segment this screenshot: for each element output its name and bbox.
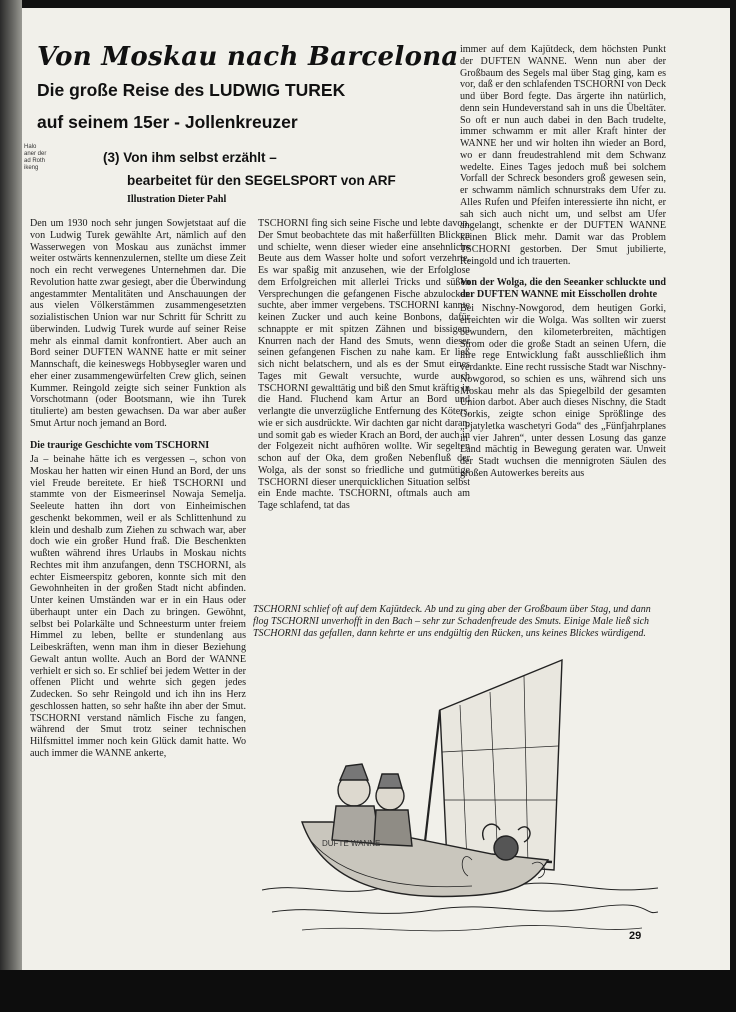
article-subtitle-line1: Die große Reise des LUDWIG TUREK [37, 80, 346, 100]
text-column-1 [30, 218, 246, 760]
paragraph: Ja – beinahe hätte ich es vergessen –, schon von Moskau her hatten wir einen Hund an Bord, der uns viel Freude bereitete. Er hieß TSCHORNI und stammte von der Eismeerinsel Nowaja Semelja. Seeleute hatten ihn dort von Einheimischen geschenkt bekommen, weil er als Schlittenhund zu klein und deshalb zum Ziehen zu schwach war, aber doch wie ein großer Hund fraß. Die Beschenkten wußten während ihres Urlaubs in Moskau nichts Rechtes mit ihm anzufangen, denn TSCHORNI, als echter Eismeerspitz geboren, konnte sich mit den Gewohnheiten in der großen Stadt nicht abfinden. Unter keinen Umständen war er in ein Haus oder überhaupt unter ein Dach zu bringen. Gewöhnt, selbst bei Polarkälte und Schneesturm unter freiem Himmel zu leben, bellte er stundenlang aus Leibeskräften, wenn man ihm in dieser Beziehung Gewalt antun wollte. Auch an Bord der WANNE verhielt er sich so. Er schlief bei jedem Wetter in der offenen Plicht und wehrte sich gegen jedes Zudecken. So sehr Reingold und ich ihn ins Herz geschlossen hatten, so sehr haßte ihn aber der Smut. TSCHORNI verstand nämlich Fische zu fangen, während der Smut trotz seiner technischen Hilfsmittel immer noch kein Glück damit hatte. Wo auch immer die WANNE ankerte, [30, 454, 246, 759]
scan-bottom-margin [0, 970, 736, 1012]
illustration-credit: Illustration Dieter Pahl [127, 194, 227, 205]
edited-line: bearbeitet für den SEGELSPORT von ARF [127, 173, 396, 188]
part-line: (3) Von ihm selbst erzählt – [103, 150, 277, 165]
text-column-3 [460, 44, 666, 480]
page-number: 29 [629, 930, 642, 942]
section-heading: Die traurige Geschichte vom TSCHORNI [30, 439, 210, 451]
sailboat-illustration [262, 650, 658, 938]
paragraph: immer auf dem Kajütdeck, dem höchsten Punkt der DUFTEN WANNE. Wenn nun aber der Großbaum des Segels mal über Stag ging, kam es vor, daß er den schlafenden TSCHORNI von Deck und über Bord fegte. Das ärgerte ihn natürlich, denn sein Hundeverstand sah in uns die Übeltäter. So oft er nun auch dabei in den Bach trudelte, immer schwamm er mit aller Kraft hinter der WANNE her und wir holten ihn wieder an Bord, wo er dann freudestrahlend mit dem Schwanz wedelte. Eines Tages jedoch muß bei solchem Vorfall der Schreck besonders groß gewesen sein, er schwamm nämlich schnurstraks dem Ufer zu. Alles Rufen und Pfeifen interessierte ihn nicht, er sah sich auch nicht um, und selbst am Ufer angelangt, schenkte er der DUFTEN WANNE keinen Blick mehr. Damit war das Problem TSCHORNI gestorben. Der Smut jubilierte, Reingold und ich trauerten. [460, 44, 666, 267]
paragraph: TSCHORNI fing sich seine Fische und lebte davon. Der Smut beobachtete das mit haßerfüllten Blicken und schielte, wenn dieser wieder eine ansehnliche Beute aus dem Wasser holte und sofort verzehrte. Es war spaßig mit anzusehen, wie der Erfolglose dem Erfolgreichen mit allerlei Tricks und süßen Versprechungen die gefangenen Fische abzulocken suchte, aber immer vergebens. TSCHORNI kannte keinen Zucker und auch keine Bonbons, dafür schnappte er mit spitzen Zähnen und bissigem Knurren nach der Hand des Smuts, wenn dieser seinen gefangenen Fischen zu nahe kam. Er ließ sich nicht belatschern, und als es der Smut eines Tages mit Gewalt versuchte, wurde auch TSCHORNI gewalttätig und biß den Smut kräftig in die Hand. Fluchend kam Artur an Bord und verlangte die unverzügliche Entfernung des Köters, wie er sich ausdrückte. Wir dachten gar nicht daran, und somit gab es wieder Krach an Bord, der auch in der Folgezeit nicht aufhören wollte. Wir segelten schon auf der Oka, dem großen Nebenfluß der Wolga, als der sonst so friedliche und gutmütige TSCHORNI dieser unerquicklichen Situation selbst ein Ende machte. TSCHORNI, oftmals auch am Tage schlafend, tat das [258, 218, 470, 511]
article-title: Von Moskau nach Barcelona [37, 42, 459, 72]
paragraph: Bei Nischny-Nowgorod, dem heutigen Gorki, erreichten wir die Wolga. Was sollten wir zuerst bewundern, den kilometerbreiten, mächtigen Strom oder die große Stadt an seinen Ufern, die ihre rege Entwicklung faßt ausschließlich ihm verdankte. Eine recht russische Stadt war Nischny-Nowgorod, so schien es uns, während sich uns Moskau mehr als das Spiegelbild der gesamten Union darbot. Aber auch dieses Nischny, die Stadt Gorkis, zeigte schon einige Sprößlinge des „Pjatyletka waschetyri Goda“ des „Fünfjahrplanes in vier Jahren“, unter dessen Losung das ganze Land mächtig in Bewegung geraten war. Unweit der Stadt wuchsen die mennigroten Säulen des großen Autowerkes bereits aus [460, 303, 667, 479]
paragraph: Den um 1930 noch sehr jungen Sowjetstaat auf die von Ludwig Turek gewählte Art, nämlich auf den Wasserwegen von Moskau aus zunächst immer weiter ostwärts kennenzulernen, stellte um diese Zeit noch ein recht verwegenes Unternehmen dar. Die Revolution hatte zwar gesiegt, aber die Überwindung angestammter Mentalitäten und Anschauungen der aus vielen Völkerstämmen zusammengesetzten sozialistischen Union war nur Schritt für Schritt zu überwinden. Ludwig Turek wurde auf seiner Reise mehr als einmal damit konfrontiert. Aber auch an Bord seiner DUFTEN WANNE hatte er mit seiner Mannschaft, die keineswegs Hobbysegler waren und eher einer zusammengewürfelten Crew glich, seinen Kummer. Reingold zeigte sich seiner Funktion als Vorschotmann (oder Bootsmann, wie ihn Turek titulierte) am besten gewachsen. Da war aber außer Smut Artur noch jemand an Bord. [30, 218, 246, 429]
margin-snippet: aner der [24, 151, 47, 157]
margin-snippet: Halo [24, 144, 37, 150]
scan-binding-edge [0, 0, 22, 1012]
section-heading: Von der Wolga, die den Seeanker schluckte und der DUFTEN WANNE mit Eisschollen drohte [460, 277, 666, 300]
article-subtitle-line2: auf seinem 15er - Jollenkreuzer [37, 112, 298, 132]
text-column-2 [258, 218, 470, 512]
margin-snippet: ad Roth [24, 158, 46, 164]
illustration-caption: TSCHORNI schlief oft auf dem Kajütdeck. Ab und zu ging aber der Großbaum über Stag, und dann flog TSCHORNI unverhofft in den Bach – sehr zur Schadenfreude des Smuts. Einige Male ließ sich TSCHORNI das gefallen, dann kehrte er uns endgültig den Rücken, uns keines Blickes würdigend. [253, 604, 651, 639]
boat-name-label: DUFTE WANNE [322, 839, 381, 848]
margin-snippet: ikeng [24, 165, 39, 171]
